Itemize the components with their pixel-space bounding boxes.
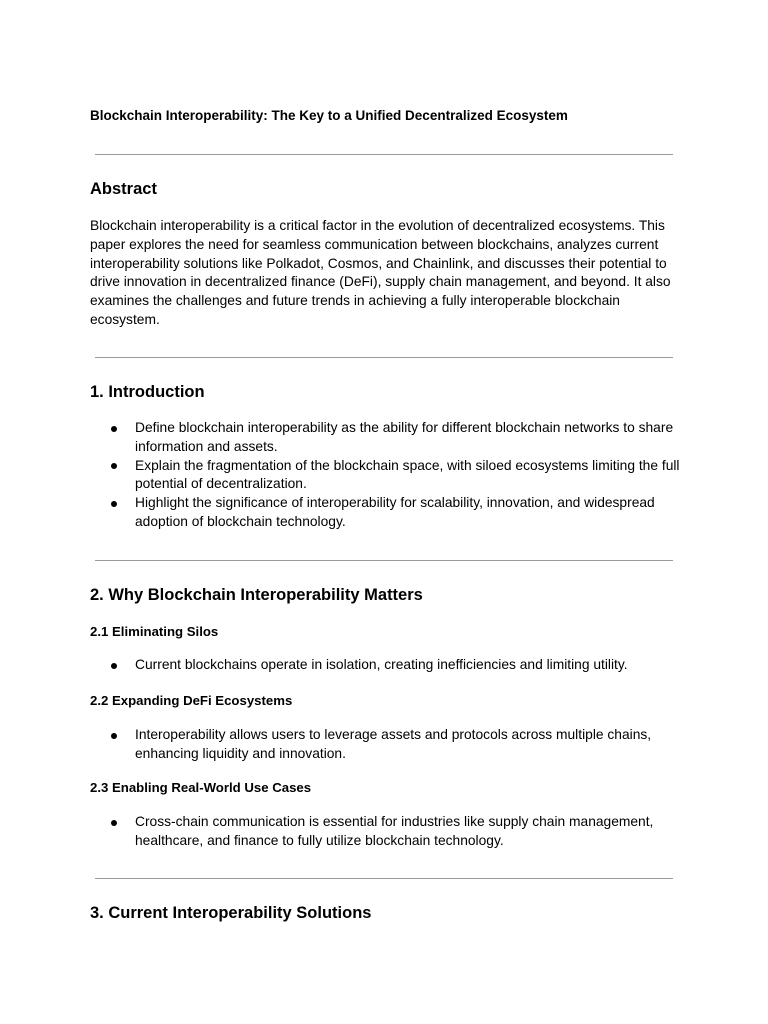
list-item: Current blockchains operate in isolation, creating inefficiencies and limiting utility. bbox=[90, 656, 680, 675]
bullet-icon bbox=[111, 820, 117, 826]
subsection-2-1-list bbox=[90, 656, 680, 675]
bullet-icon bbox=[111, 663, 117, 669]
bullet-icon bbox=[111, 733, 117, 739]
bullet-icon bbox=[111, 426, 117, 432]
subsection-2-1-heading: 2.1 Eliminating Silos bbox=[90, 624, 219, 639]
abstract-heading: Abstract bbox=[90, 180, 157, 198]
why-matters-heading: 2. Why Blockchain Interoperability Matters bbox=[90, 586, 423, 604]
list-item: Cross-chain communication is essential for industries like supply chain management, healthcare, and finance to fully utilize blockchain technology. bbox=[90, 813, 680, 851]
solutions-heading: 3. Current Interoperability Solutions bbox=[90, 904, 372, 922]
section-divider bbox=[95, 357, 673, 358]
subsection-2-2-heading: 2.2 Expanding DeFi Ecosystems bbox=[90, 693, 293, 708]
list-item: Define blockchain interoperability as the ability for different blockchain networks to share information and assets. bbox=[90, 419, 680, 457]
bullet-icon bbox=[111, 463, 117, 469]
subsection-2-2-list bbox=[90, 726, 680, 764]
bullet-icon bbox=[111, 501, 117, 507]
list-item: Interoperability allows users to leverage assets and protocols across multiple chains, enhancing liquidity and innovation. bbox=[90, 726, 680, 764]
subsection-2-3-list bbox=[90, 813, 680, 851]
section-divider bbox=[95, 560, 673, 561]
introduction-heading: 1. Introduction bbox=[90, 383, 205, 401]
section-divider bbox=[95, 878, 673, 879]
section-divider bbox=[95, 154, 673, 155]
list-item: Explain the fragmentation of the blockchain space, with siloed ecosystems limiting the full potential of decentralization. bbox=[90, 457, 680, 495]
introduction-list bbox=[90, 419, 680, 532]
abstract-text: Blockchain interoperability is a critical factor in the evolution of decentralized ecosystems. This paper explores the need for seamless communication between blockchains, analyzes current interoperability solutions like Polkadot, Cosmos, and Chainlink, and discusses their potential to drive innovation in decentralized finance (DeFi), supply chain management, and beyond. It also examines the challenges and future trends in achieving a fully interoperable blockchain ecosystem. bbox=[90, 218, 671, 327]
subsection-2-3-heading: 2.3 Enabling Real-World Use Cases bbox=[90, 780, 312, 795]
document-title: Blockchain Interoperability: The Key to a Unified Decentralized Ecosystem bbox=[90, 108, 568, 123]
list-item: Highlight the significance of interoperability for scalability, innovation, and widespread adoption of blockchain technology. bbox=[90, 494, 680, 532]
